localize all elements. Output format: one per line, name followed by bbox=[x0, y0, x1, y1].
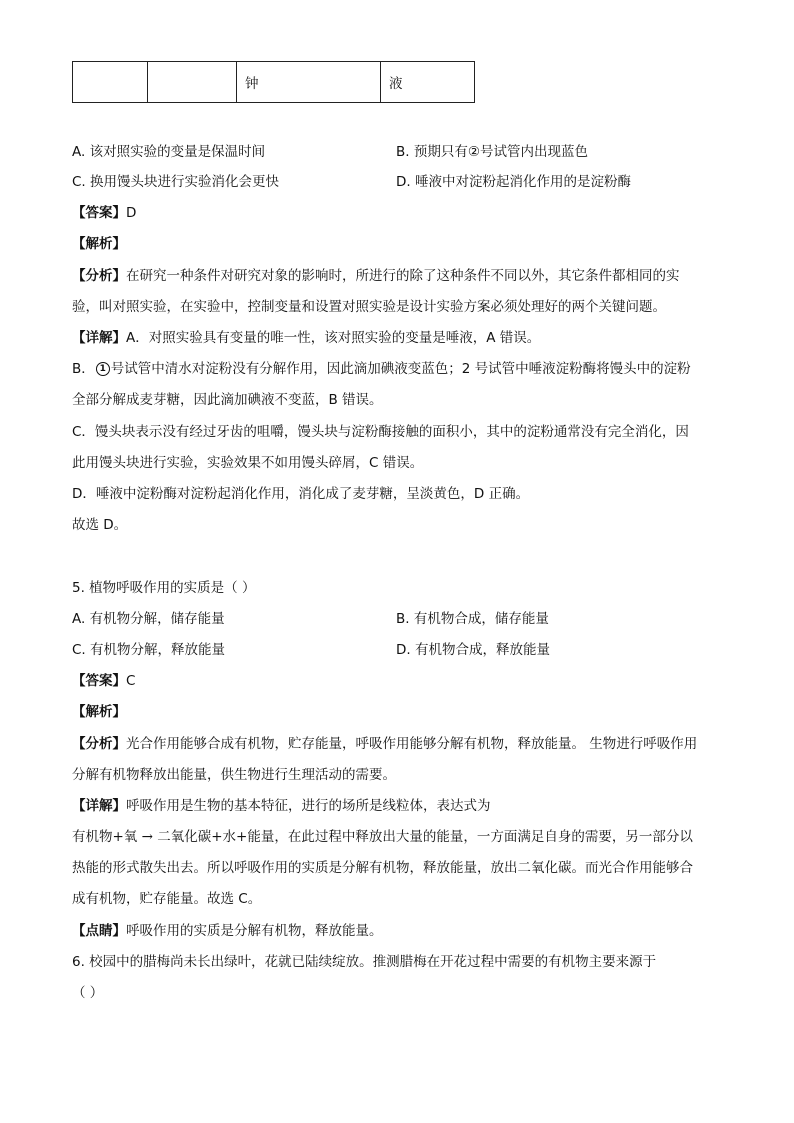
table-cell bbox=[148, 62, 237, 103]
q5-option-c: C. 有机物分解，释放能量 bbox=[72, 642, 226, 658]
xiangjie-text: A．对照实验具有变量的唯一性，该对照实验的变量是唾液，A 错误。 bbox=[126, 330, 541, 346]
q5-fenxi-line-2: 分解有机物释放出能量，供生物进行生理活动的需要。 bbox=[72, 767, 396, 783]
table-cell bbox=[73, 62, 148, 103]
answer-tag: 【答案】 bbox=[72, 673, 126, 689]
q6-stem-line-1: 6. 校园中的腊梅尚未长出绿叶，花就已陆续绽放。推测腊梅在开花过程中需要的有机物主要来源于 bbox=[72, 954, 657, 970]
q4-xiangjie-line-c1: C．馒头块表示没有经过牙齿的咀嚼，馒头块与淀粉酶接触的面积小，其中的淀粉通常没有完全消化，因 bbox=[72, 424, 689, 440]
respiration-formula: 有机物+氧 → 二氧化碳+水+能量 bbox=[72, 829, 275, 845]
q4-xiangjie-line-c2: 此用馒头块进行实验，实验效果不如用馒头碎屑，C 错误。 bbox=[72, 455, 424, 471]
q4-option-a: A. 该对照实验的变量是保温时间 bbox=[72, 144, 266, 160]
q5-xiangjie-line-3: 热能的形式散失出去。所以呼吸作用的实质是分解有机物，释放能量，放出二氧化碳。而光合作用能够合 bbox=[72, 860, 693, 876]
q5-dianjing bbox=[72, 921, 383, 941]
q4-option-d: D. 唾液中对淀粉起消化作用的是淀粉酶 bbox=[396, 174, 631, 190]
q5-option-a: A. 有机物分解，储存能量 bbox=[72, 611, 225, 627]
q5-xiangjie-line-2 bbox=[72, 827, 693, 847]
q4-answer bbox=[72, 203, 136, 223]
q5-xiangjie-line-1 bbox=[72, 796, 491, 816]
circled-number-icon: 1 bbox=[96, 362, 110, 376]
xiangjie-tag: 【详解】 bbox=[72, 798, 126, 814]
answer-value: C bbox=[126, 673, 136, 689]
table-row bbox=[73, 62, 475, 103]
q4-xiangjie-line-a bbox=[72, 328, 540, 348]
experiment-table-fragment bbox=[72, 61, 475, 103]
q4-xiangjie-line-d: D．唾液中淀粉酶对淀粉起消化作用，消化成了麦芽糖，呈淡黄色，D 正确。 bbox=[72, 486, 530, 502]
q5-option-d: D. 有机物合成，释放能量 bbox=[396, 642, 550, 658]
table-cell: 液 bbox=[381, 62, 475, 103]
fenxi-text: 光合作用能够合成有机物，贮存能量，呼吸作用能够分解有机物，释放能量。 生物进行呼吸作用 bbox=[126, 736, 698, 752]
answer-tag: 【答案】 bbox=[72, 205, 126, 221]
q5-fenxi-line-1 bbox=[72, 734, 697, 754]
dianjing-tag: 【点睛】 bbox=[72, 923, 126, 939]
answer-value: D bbox=[126, 205, 137, 221]
q5-stem: 5. 植物呼吸作用的实质是（ ） bbox=[72, 580, 256, 596]
xiangjie-tag: 【详解】 bbox=[72, 330, 126, 346]
option-prefix: B． bbox=[72, 361, 95, 377]
q4-option-b: B. 预期只有②号试管内出现蓝色 bbox=[396, 144, 588, 160]
q4-analysis-tag: 【解析】 bbox=[72, 236, 126, 252]
fenxi-tag: 【分析】 bbox=[72, 268, 126, 284]
table-cell: 钟 bbox=[237, 62, 381, 103]
q4-xiangjie-line-b1 bbox=[72, 359, 691, 379]
q5-analysis-tag: 【解析】 bbox=[72, 704, 126, 720]
xiangjie-text: ，在此过程中释放出大量的能量，一方面满足自身的需要，另一部分以 bbox=[274, 829, 693, 845]
xiangjie-b-text: 号试管中清水对淀粉没有分解作用，因此滴加碘液变蓝色；2 号试管中唾液淀粉酶将馒头中的淀粉 bbox=[110, 361, 691, 377]
q5-answer bbox=[72, 671, 135, 691]
fenxi-tag: 【分析】 bbox=[72, 736, 126, 752]
dianjing-text: 呼吸作用的实质是分解有机物，释放能量。 bbox=[126, 923, 383, 939]
q4-fenxi-line-1 bbox=[72, 266, 680, 286]
q4-conclusion: 故选 D。 bbox=[72, 517, 128, 533]
q5-xiangjie-line-4: 成有机物，贮存能量。故选 C。 bbox=[72, 891, 262, 907]
q5-option-b: B. 有机物合成，储存能量 bbox=[396, 611, 549, 627]
xiangjie-text: 呼吸作用是生物的基本特征，进行的场所是线粒体，表达式为 bbox=[126, 798, 491, 814]
q4-option-c: C. 换用馒头块进行实验消化会更快 bbox=[72, 174, 280, 190]
q4-fenxi-line-2: 验，叫对照实验，在实验中，控制变量和设置对照实验是设计实验方案必须处理好的两个关键问题。 bbox=[72, 299, 666, 315]
fenxi-text: 在研究一种条件对研究对象的影响时，所进行的除了这种条件不同以外，其它条件都相同的实 bbox=[126, 268, 680, 284]
q4-xiangjie-line-b2: 全部分解成麦芽糖，因此滴加碘液不变蓝，B 错误。 bbox=[72, 392, 383, 408]
q6-stem-line-2: （ ） bbox=[72, 985, 104, 1001]
